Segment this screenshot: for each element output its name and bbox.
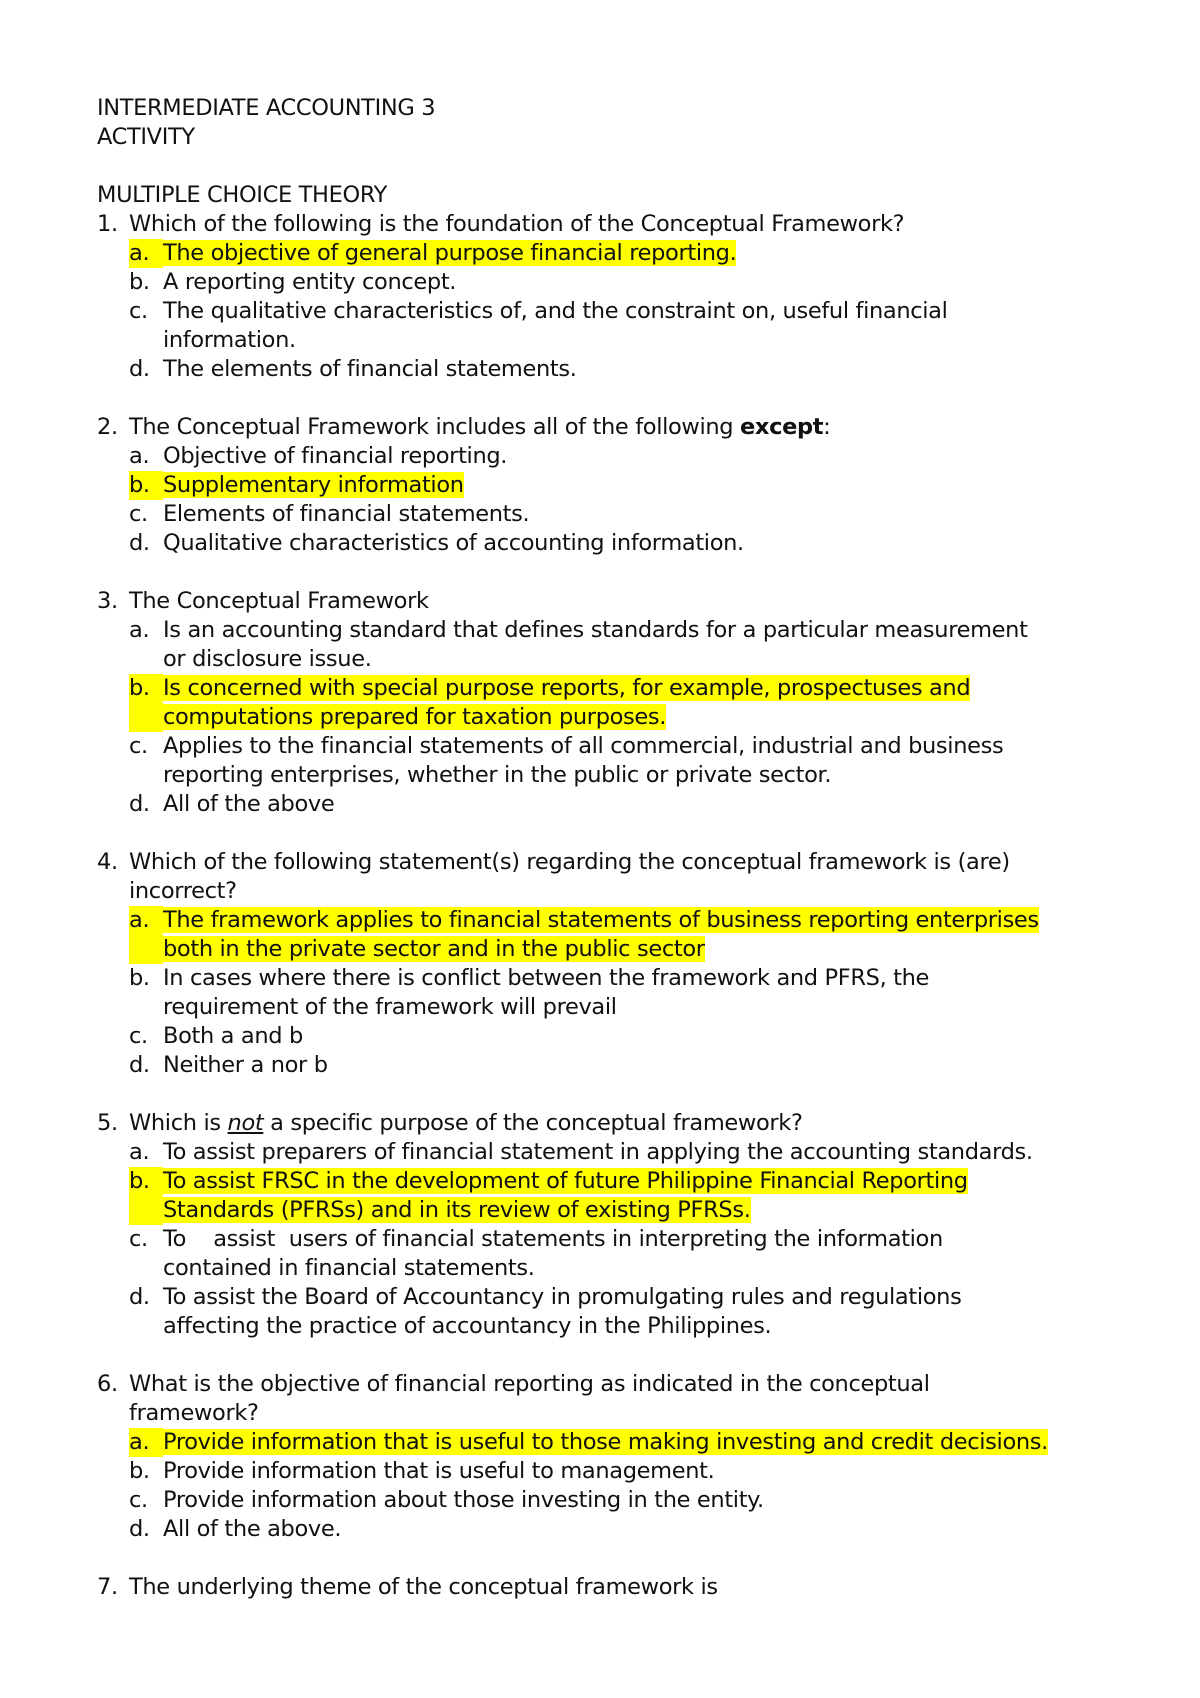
choice-letter: [129, 1225, 163, 1283]
choice-letter-text: b.: [129, 269, 150, 295]
question-list: [97, 210, 1137, 1602]
choice-b: [129, 674, 1137, 732]
choice-letter: [129, 790, 163, 819]
question-text: [129, 1109, 1137, 1138]
choice-letter-text: b.: [129, 472, 150, 498]
choice-letter-text: d.: [129, 356, 150, 382]
choice-line-text: To assist users of financial statements in interpreting the information: [163, 1226, 943, 1252]
choice-line: [163, 1022, 1137, 1051]
choice-line: [163, 1428, 1137, 1457]
question-line: Which of the following statement(s) regarding the conceptual framework is (are): [129, 849, 1010, 875]
choice-text: [163, 1515, 1137, 1544]
choice-line: [163, 529, 1137, 558]
choice-text: [163, 500, 1137, 529]
choice-line: [163, 906, 1137, 935]
question-1: [97, 210, 1137, 384]
question-line: The underlying theme of the conceptual framework is: [129, 1574, 718, 1600]
choice-letter: [129, 471, 163, 500]
choice-letter-text: d.: [129, 1052, 150, 1078]
choice-line-text: All of the above: [163, 791, 335, 817]
choice-a: [129, 906, 1137, 964]
choice-letter-text: a.: [129, 617, 150, 643]
question-number: 6.: [97, 1371, 118, 1397]
course-title: INTERMEDIATE ACCOUNTING 3: [97, 95, 436, 121]
choice-text: [163, 674, 1137, 732]
choice-letter: [129, 268, 163, 297]
choice-text: [163, 471, 1137, 500]
question-emphasis: except: [740, 414, 824, 440]
choice-list: [129, 1138, 1137, 1341]
choice-line-text: computations prepared for taxation purposes.: [163, 704, 667, 730]
choice-line-text: The qualitative characteristics of, and the constraint on, useful financial: [163, 298, 948, 324]
question-text-before: The Conceptual Framework includes all of the following: [129, 414, 741, 440]
choice-line-text: The objective of general purpose financial reporting.: [163, 240, 737, 266]
question-emphasis: not: [227, 1110, 264, 1136]
choice-line: [163, 326, 1137, 355]
choice-letter: [129, 239, 163, 268]
question-number: 5.: [97, 1110, 118, 1136]
choice-letter-text: a.: [129, 1429, 150, 1455]
choice-line-text: affecting the practice of accountancy in the Philippines.: [163, 1313, 772, 1339]
choice-letter-text: c.: [129, 298, 148, 324]
choice-line: [163, 1283, 1137, 1312]
choice-line-text: The framework applies to financial statements of business reporting enterprises: [163, 907, 1039, 933]
choice-line: [163, 442, 1137, 471]
question-spacer: [97, 558, 1137, 587]
choice-letter-text: a.: [129, 907, 150, 933]
choice-letter-text: d.: [129, 530, 150, 556]
choice-text: [163, 906, 1137, 964]
section-title: MULTIPLE CHOICE THEORY: [97, 182, 388, 208]
question-text: [129, 848, 1137, 906]
choice-letter: [129, 964, 163, 1022]
choice-letter-text: a.: [129, 1139, 150, 1165]
question-line: [129, 1109, 1137, 1138]
choice-d: [129, 529, 1137, 558]
choice-letter: [129, 529, 163, 558]
choice-list: [129, 616, 1137, 819]
choice-text: [163, 297, 1137, 355]
question-number: 4.: [97, 849, 118, 875]
question-line: framework?: [129, 1400, 259, 1426]
choice-line-text: To assist FRSC in the development of future Philippine Financial Reporting: [163, 1168, 968, 1194]
choice-line: [163, 993, 1137, 1022]
choice-letter-text: c.: [129, 1226, 148, 1252]
choice-text: [163, 1051, 1137, 1080]
choice-line: [163, 1515, 1137, 1544]
choice-list: [129, 239, 1137, 384]
choice-a: [129, 616, 1137, 674]
choice-text: [163, 529, 1137, 558]
choice-line-text: Provide information that is useful to management.: [163, 1458, 715, 1484]
choice-letter-text: c.: [129, 1487, 148, 1513]
choice-line: [163, 645, 1137, 674]
choice-d: [129, 355, 1137, 384]
question-line: incorrect?: [129, 878, 237, 904]
choice-line-text: Neither a nor b: [163, 1052, 328, 1078]
choice-letter-text: b.: [129, 965, 150, 991]
question-stem: [97, 587, 1137, 616]
choice-text: [163, 239, 1137, 268]
choice-list: [129, 442, 1137, 558]
choice-letter: [129, 442, 163, 471]
choice-letter: [129, 355, 163, 384]
question-line: The Conceptual Framework: [129, 588, 429, 614]
choice-line: [163, 1312, 1137, 1341]
choice-line-text: Is concerned with special purpose reports, for example, prospectuses and: [163, 675, 971, 701]
choice-letter-text: d.: [129, 1516, 150, 1542]
question-text-before: Which is: [129, 1110, 228, 1136]
choice-line: [163, 1051, 1137, 1080]
question-5: [97, 1109, 1137, 1341]
activity-title: ACTIVITY: [97, 124, 195, 150]
choice-line-text: or disclosure issue.: [163, 646, 372, 672]
question-number: 3.: [97, 588, 118, 614]
question-number: 2.: [97, 414, 118, 440]
choice-letter: [129, 1457, 163, 1486]
choice-line-text: contained in financial statements.: [163, 1255, 535, 1281]
choice-letter: [129, 297, 163, 355]
choice-line: [163, 355, 1137, 384]
choice-letter: [129, 674, 163, 732]
choice-letter-text: c.: [129, 501, 148, 527]
choice-letter-text: b.: [129, 1168, 150, 1194]
question-3: [97, 587, 1137, 819]
choice-text: [163, 1167, 1137, 1225]
choice-letter: [129, 1167, 163, 1225]
choice-line-text: Both a and b: [163, 1023, 303, 1049]
choice-text: [163, 1428, 1137, 1457]
choice-d: [129, 1515, 1137, 1544]
question-stem: [97, 848, 1137, 906]
question-number: 7.: [97, 1574, 118, 1600]
choice-letter: [129, 1486, 163, 1515]
question-spacer: [97, 819, 1137, 848]
choice-b: [129, 471, 1137, 500]
choice-c: [129, 1225, 1137, 1283]
choice-letter-text: a.: [129, 240, 150, 266]
choice-line: [163, 1225, 1137, 1254]
choice-line-text: Supplementary information: [163, 472, 464, 498]
choice-c: [129, 297, 1137, 355]
choice-a: [129, 1138, 1137, 1167]
choice-line-text: Provide information that is useful to those making investing and credit decisions.: [163, 1429, 1048, 1455]
choice-line-text: information.: [163, 327, 296, 353]
choice-text: [163, 1225, 1137, 1283]
choice-d: [129, 1051, 1137, 1080]
choice-a: [129, 442, 1137, 471]
choice-letter-text: c.: [129, 1023, 148, 1049]
choice-b: [129, 964, 1137, 1022]
question-6: [97, 1370, 1137, 1544]
choice-line: [163, 964, 1137, 993]
choice-text: [163, 355, 1137, 384]
choice-line: [163, 471, 1137, 500]
choice-line-text: Elements of financial statements.: [163, 501, 530, 527]
choice-letter: [129, 732, 163, 790]
choice-text: [163, 1138, 1137, 1167]
question-4: [97, 848, 1137, 1080]
question-text: [129, 1573, 1137, 1602]
question-line: Which of the following is the foundation of the Conceptual Framework?: [129, 211, 905, 237]
choice-list: [129, 1428, 1137, 1544]
choice-text: [163, 732, 1137, 790]
question-stem: [97, 1370, 1137, 1428]
choice-letter-text: b.: [129, 1458, 150, 1484]
choice-text: [163, 616, 1137, 674]
choice-letter: [129, 616, 163, 674]
choice-text: [163, 1022, 1137, 1051]
choice-line: [163, 239, 1137, 268]
choice-text: [163, 964, 1137, 1022]
question-line: What is the objective of financial reporting as indicated in the conceptual: [129, 1371, 930, 1397]
choice-line-text: All of the above.: [163, 1516, 342, 1542]
choice-line: [163, 297, 1137, 326]
choice-letter: [129, 1138, 163, 1167]
choice-letter: [129, 1283, 163, 1341]
choice-line-text: requirement of the framework will prevail: [163, 994, 617, 1020]
choice-list: [129, 906, 1137, 1080]
choice-line: [163, 1254, 1137, 1283]
choice-letter: [129, 1022, 163, 1051]
question-text: [129, 413, 1137, 442]
choice-c: [129, 732, 1137, 790]
choice-line-text: Applies to the financial statements of all commercial, industrial and business: [163, 733, 1004, 759]
question-text: [129, 1370, 1137, 1428]
choice-d: [129, 1283, 1137, 1341]
choice-line-text: both in the private sector and in the public sector: [163, 936, 705, 962]
question-stem: [97, 413, 1137, 442]
choice-line: [163, 732, 1137, 761]
choice-line-text: Objective of financial reporting.: [163, 443, 508, 469]
choice-line-text: A reporting entity concept.: [163, 269, 457, 295]
choice-line: [163, 790, 1137, 819]
choice-text: [163, 790, 1137, 819]
choice-text: [163, 442, 1137, 471]
choice-letter: [129, 500, 163, 529]
choice-line: [163, 1486, 1137, 1515]
choice-letter-text: d.: [129, 791, 150, 817]
choice-line: [163, 1167, 1137, 1196]
choice-line-text: The elements of financial statements.: [163, 356, 577, 382]
choice-text: [163, 1283, 1137, 1341]
choice-d: [129, 790, 1137, 819]
choice-line-text: In cases where there is conflict between the framework and PFRS, the: [163, 965, 930, 991]
choice-line-text: To assist preparers of financial statement in applying the accounting standards.: [163, 1139, 1033, 1165]
question-text-after: a specific purpose of the conceptual framework?: [263, 1110, 803, 1136]
choice-letter: [129, 906, 163, 964]
question-spacer: [97, 1080, 1137, 1109]
choice-c: [129, 500, 1137, 529]
choice-letter-text: c.: [129, 733, 148, 759]
question-2: [97, 413, 1137, 558]
choice-a: [129, 239, 1137, 268]
choice-b: [129, 1457, 1137, 1486]
choice-line: [163, 500, 1137, 529]
choice-c: [129, 1022, 1137, 1051]
choice-text: [163, 1457, 1137, 1486]
question-spacer: [97, 1341, 1137, 1370]
choice-line: [163, 1138, 1137, 1167]
question-7: [97, 1573, 1137, 1602]
question-text: [129, 587, 1137, 616]
choice-line-text: reporting enterprises, whether in the public or private sector.: [163, 762, 832, 788]
choice-text: [163, 268, 1137, 297]
choice-line-text: Qualitative characteristics of accounting information.: [163, 530, 744, 556]
question-spacer: [97, 1544, 1137, 1573]
choice-line-text: To assist the Board of Accountancy in promulgating rules and regulations: [163, 1284, 962, 1310]
question-stem: [97, 1109, 1137, 1138]
choice-letter: [129, 1051, 163, 1080]
choice-line: [163, 268, 1137, 297]
document-body: [97, 94, 1137, 1602]
question-number: 1.: [97, 211, 118, 237]
choice-b: [129, 268, 1137, 297]
choice-letter-text: a.: [129, 443, 150, 469]
choice-line: [163, 1196, 1137, 1225]
choice-c: [129, 1486, 1137, 1515]
choice-letter-text: b.: [129, 675, 150, 701]
choice-a: [129, 1428, 1137, 1457]
choice-line: [163, 703, 1137, 732]
question-stem: [97, 210, 1137, 239]
choice-letter: [129, 1515, 163, 1544]
choice-line: [163, 761, 1137, 790]
choice-line-text: Standards (PFRSs) and in its review of existing PFRSs.: [163, 1197, 751, 1223]
choice-text: [163, 1486, 1137, 1515]
choice-letter-text: d.: [129, 1284, 150, 1310]
question-text-after: :: [823, 414, 831, 440]
question-text: [129, 210, 1137, 239]
question-spacer: [97, 384, 1137, 413]
choice-letter: [129, 1428, 163, 1457]
question-line: [129, 413, 1137, 442]
choice-line-text: Is an accounting standard that defines standards for a particular measurement: [163, 617, 1028, 643]
choice-line: [163, 674, 1137, 703]
choice-b: [129, 1167, 1137, 1225]
choice-line: [163, 1457, 1137, 1486]
choice-line: [163, 616, 1137, 645]
question-stem: [97, 1573, 1137, 1602]
choice-line: [163, 935, 1137, 964]
choice-line-text: Provide information about those investing in the entity.: [163, 1487, 764, 1513]
